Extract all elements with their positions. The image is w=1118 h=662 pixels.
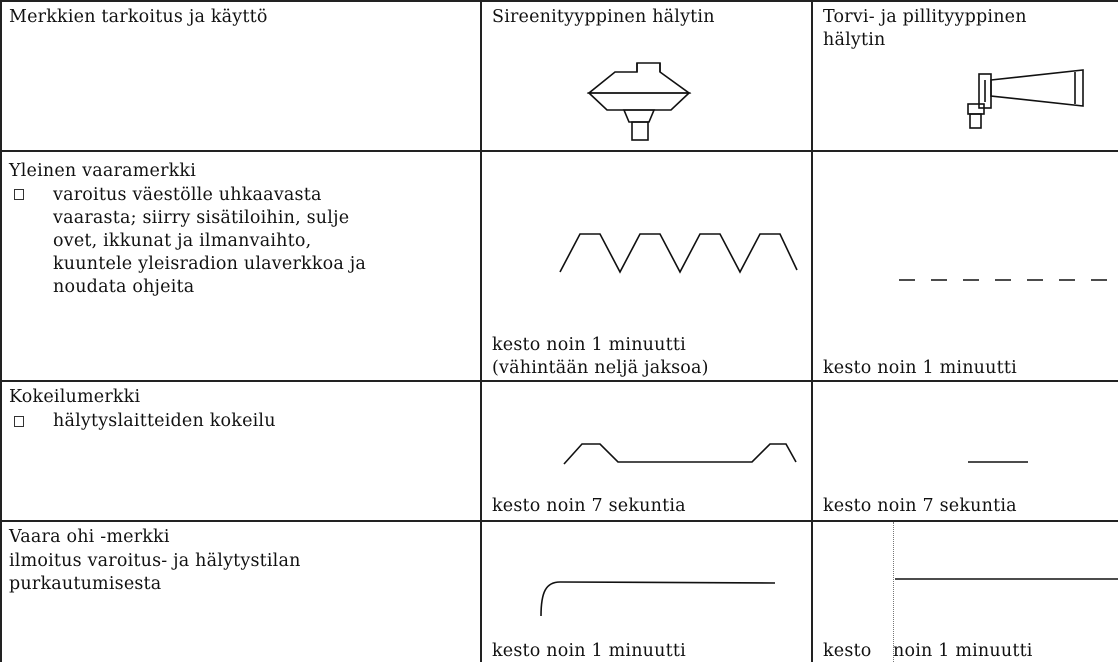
- short-tone-icon: [968, 457, 1038, 467]
- header-purpose-cell: [0, 0, 482, 152]
- rising-falling-tone-icon: [560, 228, 800, 278]
- test-tone-icon: [564, 440, 804, 470]
- row1-siren-duration-note: (vähintään neljä jaksoa): [492, 358, 709, 378]
- row3-purpose-cell: [0, 522, 482, 662]
- header-horn-label-line2: hälytin: [823, 30, 886, 50]
- row2-horn-duration: kesto noin 7 sekuntia: [823, 496, 1017, 516]
- header-siren-cell: [482, 0, 813, 152]
- row3-siren-cell: [482, 522, 813, 662]
- steady-tone-icon: [538, 578, 778, 618]
- header-purpose-label: Merkkien tarkoitus ja käyttö: [9, 7, 268, 27]
- row1-bullet-line: vaarasta; siirry sisätiloihin, sulje: [53, 208, 350, 228]
- row3-desc-line: ilmoitus varoitus- ja hälytystilan: [9, 551, 301, 571]
- row1-horn-duration: kesto noin 1 minuutti: [823, 358, 1017, 378]
- continuous-tone-icon: [895, 574, 1118, 584]
- row1-bullet-line: noudata ohjeita: [53, 277, 195, 297]
- row1-siren-cell: [482, 152, 813, 382]
- row1-bullet-icon: [14, 189, 24, 200]
- row3-title: Vaara ohi -merkki: [9, 527, 170, 547]
- row3-desc-line: purkautumisesta: [9, 574, 162, 594]
- header-horn-label-line1: Torvi- ja pillityyppinen: [823, 7, 1027, 27]
- row2-siren-cell: [482, 382, 813, 522]
- row3-horn-duration-b: noin 1 minuutti: [893, 641, 1033, 661]
- header-siren-label: Sireenityyppinen hälytin: [492, 7, 715, 27]
- row3-horn-cell: [813, 522, 1118, 662]
- row2-purpose-cell: [0, 382, 482, 522]
- row1-bullet-line: kuuntele yleisradion ulaverkkoa ja: [53, 254, 367, 274]
- row2-bullet-line: hälytyslaitteiden kokeilu: [53, 411, 276, 431]
- row2-bullet-icon: [14, 416, 24, 427]
- row1-title: Yleinen vaaramerkki: [9, 161, 197, 181]
- row3-horn-duration-a: kesto: [823, 641, 872, 661]
- row1-bullet-line: varoitus väestölle uhkaavasta: [53, 185, 322, 205]
- row1-siren-duration: kesto noin 1 minuutti: [492, 335, 686, 355]
- row1-purpose-cell: [0, 152, 482, 382]
- intermittent-tone-icon: [899, 275, 1118, 285]
- row1-horn-cell: [813, 152, 1118, 382]
- row2-title: Kokeilumerkki: [9, 387, 141, 407]
- row2-siren-duration: kesto noin 7 sekuntia: [492, 496, 686, 516]
- siren-icon: [582, 60, 702, 152]
- horn-icon: [963, 62, 1118, 152]
- row3-siren-duration: kesto noin 1 minuutti: [492, 641, 686, 661]
- row2-horn-cell: [813, 382, 1118, 522]
- header-horn-cell: [813, 0, 1118, 152]
- row1-bullet-line: ovet, ikkunat ja ilmanvaihto,: [53, 231, 312, 251]
